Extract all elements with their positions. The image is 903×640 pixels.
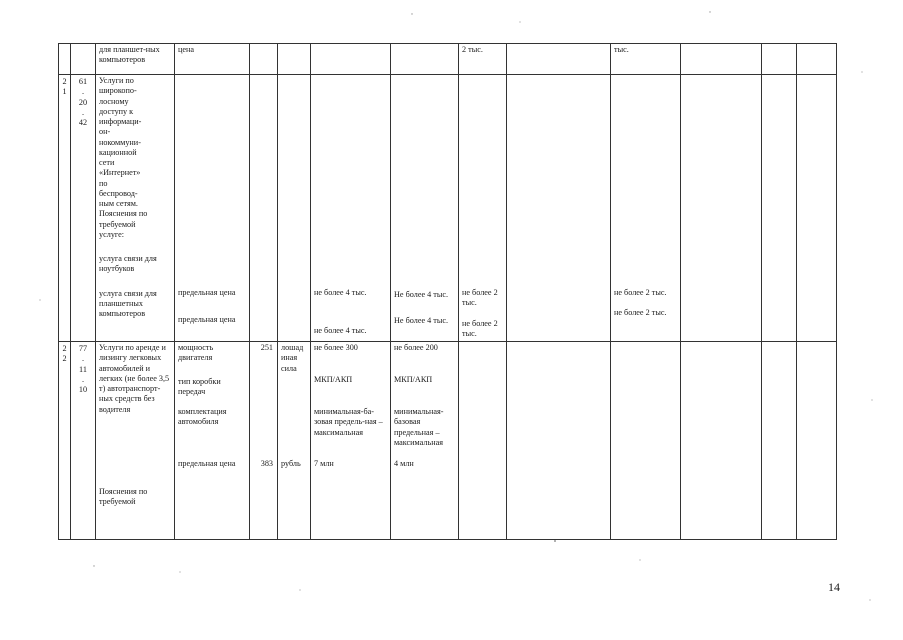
value-cell: не более 2 тыс. не более 2 тыс.: [611, 75, 681, 342]
service-name-cell: для планшет-ных компьютеров: [96, 44, 175, 75]
unit-cell: лошад иная сила рубль: [278, 342, 311, 540]
subservice-name: услуга связи для планшетных компьютеров: [99, 288, 157, 318]
okpd-code-cell: 61 . 20 . 42: [71, 75, 96, 342]
row-number-cell: 2 2: [59, 342, 71, 540]
service-name-cell: [96, 75, 175, 342]
characteristic-cell: цена: [175, 44, 250, 75]
page-number: 14: [828, 580, 840, 594]
characteristic-cell: предельная цена предельная цена: [175, 75, 250, 342]
subservice-name: услуга связи для ноутбуков: [99, 254, 157, 274]
service-name-list: Услуги по широкопо- лосному доступу к информаци- он- нокоммуни- кационной сети «Интернет» по беспровод- ным сетям. Пояснения по требуемой услуге:: [99, 76, 148, 239]
note-text: Пояснения по требуемой: [99, 486, 148, 506]
okpd-code-cell: 77 . 11 . 10: [71, 342, 96, 540]
value-cell: 2 тыс.: [459, 44, 507, 75]
service-name-cell: Услуги по аренде и лизингу легковых автомобилей и легких (не более 3,5 т) автотранспорт-ных средств без водителя Пояснения по требуемой: [96, 342, 175, 540]
okei-code-cell: 251 383: [250, 342, 278, 540]
value-cell: не более 4 тыс. не более 4 тыс.: [311, 75, 391, 342]
row-number-cell: 2 1: [59, 75, 71, 342]
characteristic-cell: мощность двигателя тип коробки передач комплектация автомобиля предельная цена: [175, 342, 250, 540]
table-row: [59, 44, 837, 75]
value-cell: Не более 4 тыс. Не более 4 тыс.: [391, 75, 459, 342]
value-cell: тыс.: [611, 44, 681, 75]
table-row: [59, 342, 837, 540]
table-row: [59, 75, 837, 342]
value-cell: не более 300 МКП/АКП минимальная-ба-зовая предель-ная – максимальная 7 млн: [311, 342, 391, 540]
requirements-table: [58, 43, 837, 540]
value-cell: не более 200 МКП/АКП минимальная-базовая предельная – максимальная 4 млн: [391, 342, 459, 540]
value-cell: не более 2 тыс. не более 2 тыс.: [459, 75, 507, 342]
